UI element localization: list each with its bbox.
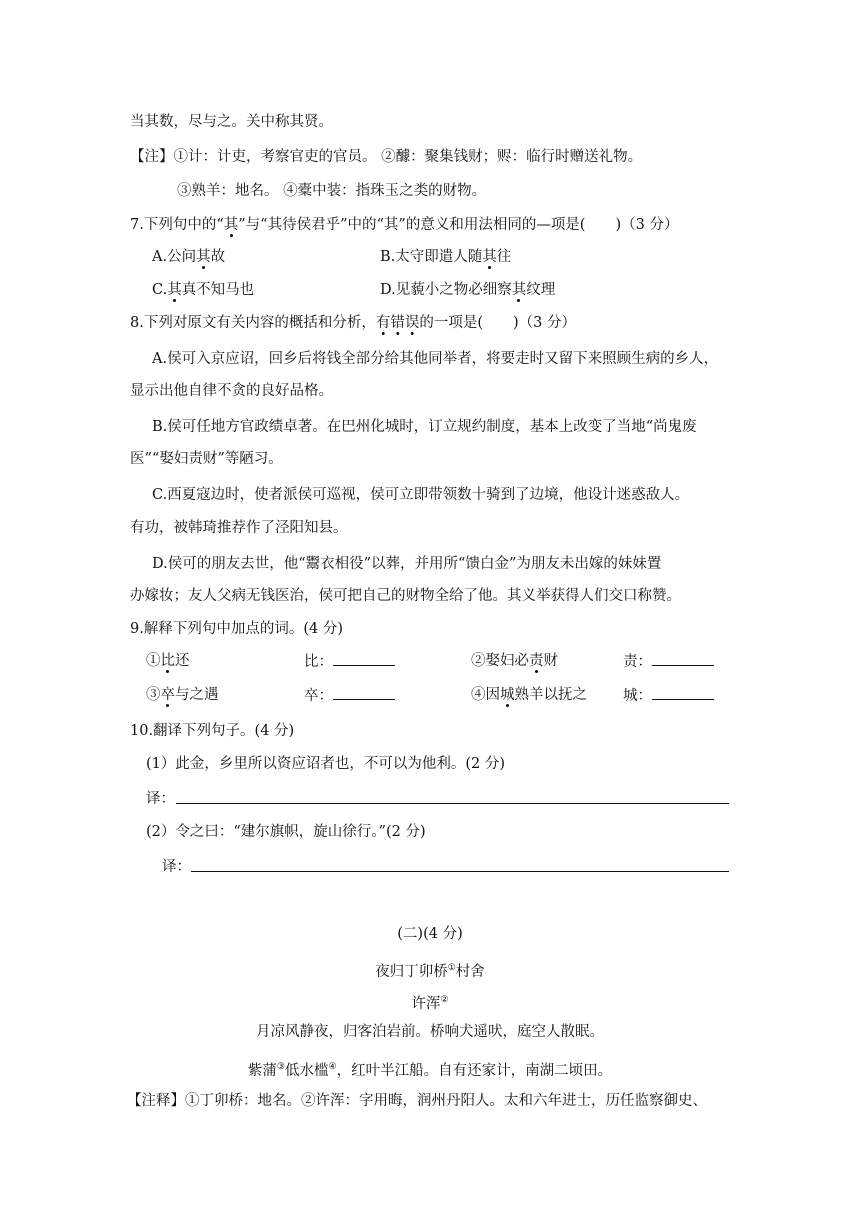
answer-line[interactable] — [652, 685, 714, 700]
poem-note-label: 【注释】 — [127, 1093, 185, 1109]
q9-answer-3: 卒： — [304, 685, 395, 706]
translation-line-2[interactable] — [191, 871, 729, 872]
q10-sentence-1: (1）此金，乡里所以资应诏者也，不可以为他利。(2 分) — [146, 756, 506, 772]
q7-stem-text: 7.下列句中的“ — [130, 217, 224, 233]
q10-sentence-2: (2）令之曰：“建尔旗帜，旋山徐行。”(2 分) — [146, 824, 426, 840]
q10-stem: 10.翻译下列句子。(4 分) — [130, 723, 295, 739]
q8-d-line1: D.侯可的朋友去世，他“鬻衣相役”以葬，并用所“馈白金”为朋友未出嫁的妹妹置 — [152, 556, 662, 572]
q8-c-line2: 有功，被韩琦推荐作了泾阳知县。 — [130, 520, 348, 536]
poem-note-text: ①丁卯桥：地名。②许浑：字用晦，润州丹阳人。太和六年进士，历任监察御史、 — [185, 1093, 707, 1109]
q9-answer-1: 比： — [304, 651, 395, 672]
answer-line[interactable] — [333, 651, 395, 666]
note-text-1: ①计：计吏，考察官吏的官员。 ②醵：聚集钱财；赆：临行时赠送礼物。 — [173, 149, 643, 165]
q10-yi-label-1: 译： — [146, 791, 175, 807]
q7-option-c: C.其真不知马也 — [152, 282, 255, 298]
poem-note — [127, 1091, 707, 1111]
note-line-1 — [130, 147, 642, 167]
q9-answer-4: 城： — [623, 685, 714, 706]
q7-stem-text-2: ”与“其待侯君乎”中的“其”的意义和用法相同的—项是( — [238, 217, 586, 233]
poem-line-1: 月凉风静夜，归客泊岩前。桥响犬遥吠，庭空人散眠。 — [256, 1024, 604, 1040]
q8-d-line2: 办嫁妆；友人父病无钱医治，侯可把自己的财物全给了他。其义举获得人们交口称赞。 — [130, 588, 681, 604]
poem-author: 许浑② — [411, 995, 449, 1012]
q7-option-d: D.见藐小之物必细察其纹理 — [380, 282, 556, 298]
q9-stem: 9.解释下列句中加点的词。(4 分) — [130, 621, 343, 637]
passage-end: 当其数，尽与之。关中称其贤。 — [130, 114, 333, 130]
q7-stem — [130, 215, 678, 235]
q7-option-a: A.公问其故 — [152, 249, 226, 265]
q8-dotted-phrase: 有错误 — [376, 315, 420, 336]
section-heading: (二)(4 分) — [397, 926, 463, 942]
q8-stem: 8.下列对原文有关内容的概括和分析，有错误的一项是( )（3 分） — [130, 313, 576, 333]
q7-dotted-word: 其 — [223, 217, 239, 233]
q9-item-1: ①比还 — [146, 653, 190, 669]
answer-line[interactable] — [333, 685, 395, 700]
answer-line[interactable] — [652, 651, 714, 666]
q8-c-line1: C.西夏寇边时，使者派侯可巡视，侯可立即带领数十骑到了边境，他设计迷惑敌人。 — [152, 487, 690, 503]
q9-item-2: ②娶妇必责财 — [471, 653, 558, 669]
q7-score: )（3 分） — [615, 217, 679, 233]
q8-b-line2: 医”“娶妇责财”等陋习。 — [130, 451, 283, 467]
q10-yi-label-2: 译： — [162, 859, 191, 875]
q9-item-4: ④因城熟羊以抚之 — [471, 687, 587, 703]
q9-item-3: ③卒与之遇 — [146, 687, 219, 703]
note-label: 【注】 — [130, 149, 174, 165]
note-line-2: ③熟羊：地名。 ④橐中装：指珠玉之类的财物。 — [177, 183, 487, 199]
q9-answer-2: 责： — [623, 651, 714, 672]
q7-option-b: B.太守即遣人随其往 — [380, 249, 512, 265]
q8-b-line1: B.侯可任地方官政绩卓著。在巴州化城时，订立规约制度，基本上改变了当地“尚鬼废 — [152, 419, 697, 435]
poem-title: 夜归丁卯桥①村舍 — [375, 963, 485, 980]
q8-a-line2: 显示出他自律不贪的良好品格。 — [130, 383, 333, 399]
q8-a-line1: A.侯可入京应诏，回乡后将钱全部分给其他同举者，将要走时又留下来照顾生病的乡人， — [152, 351, 719, 367]
poem-line-2: 紫蒲③低水槛④，红叶半江船。自有还家计，南湖二顷田。 — [247, 1062, 613, 1079]
translation-line-1[interactable] — [176, 803, 729, 804]
